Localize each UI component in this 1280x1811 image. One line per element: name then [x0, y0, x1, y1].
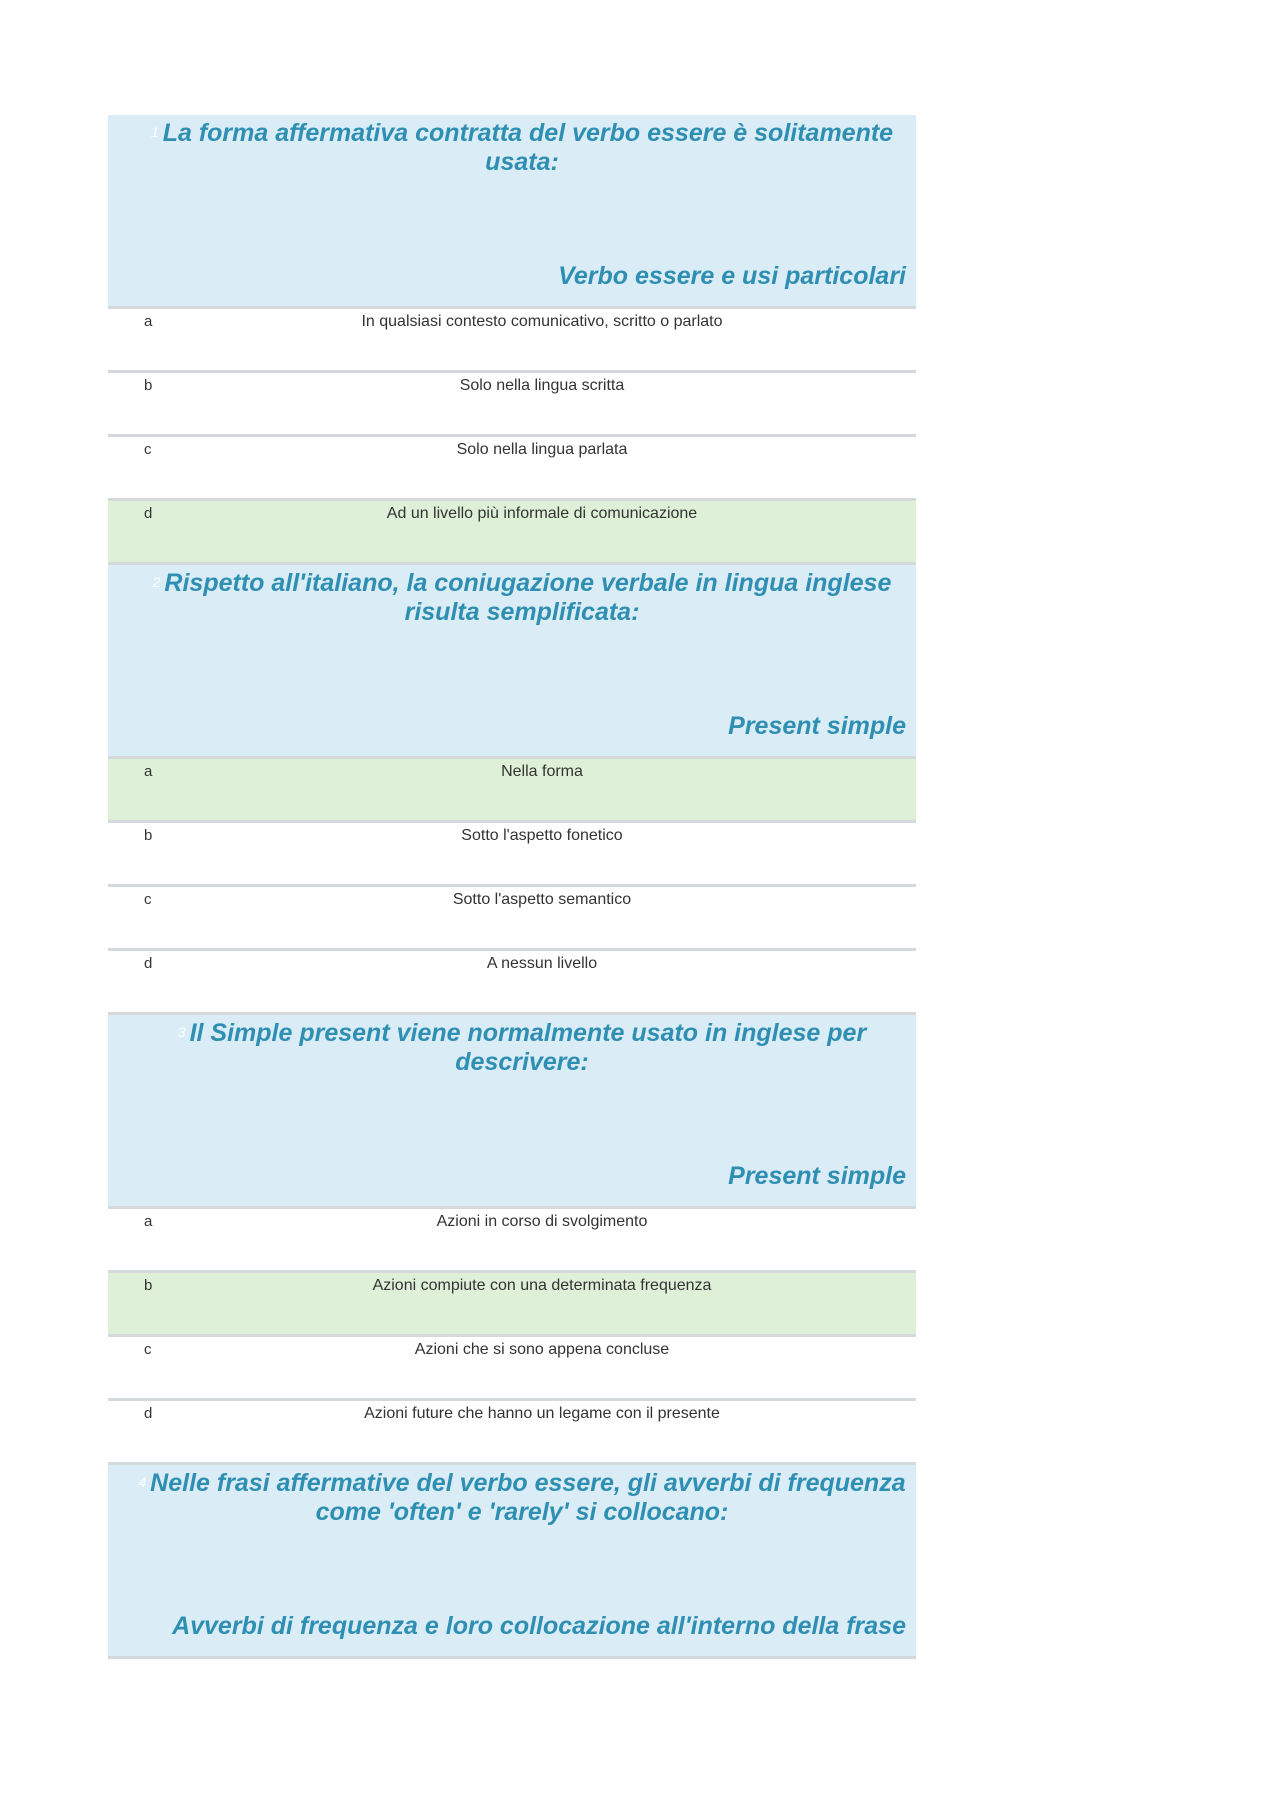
option-letter: d: [144, 505, 153, 522]
answer-option-correct: [108, 759, 916, 823]
question-topic: Present simple: [728, 1162, 906, 1190]
option-text: Ad un livello più informale di comunicazione: [386, 505, 698, 522]
question-number: 3: [177, 1024, 186, 1040]
question-header: [108, 565, 916, 759]
option-letter: a: [144, 763, 153, 780]
answer-option: [108, 1209, 916, 1273]
question-number: 4: [138, 1474, 147, 1490]
option-letter: c: [144, 1341, 152, 1358]
option-text: Azioni future che hanno un legame con il presente: [364, 1405, 720, 1422]
question-text: Nelle frasi affermative del verbo essere, gli avverbi di frequenza come 'often' e 'rarely' si collocano:: [150, 1469, 906, 1526]
answer-option: [108, 309, 916, 373]
option-text: Solo nella lingua scritta: [459, 377, 625, 394]
question-text-block: [138, 1468, 906, 1527]
question-topic: Verbo essere e usi particolari: [558, 262, 906, 290]
question-text: Rispetto all'italiano, la coniugazione verbale in lingua inglese risulta semplificata:: [164, 569, 892, 626]
answer-option: [108, 951, 916, 1015]
answer-option-correct: [108, 501, 916, 565]
option-text: Sotto l'aspetto semantico: [452, 891, 632, 908]
answer-option: [108, 1401, 916, 1465]
option-text: In qualsiasi contesto comunicativo, scritto o parlato: [361, 313, 723, 330]
option-letter: d: [144, 1405, 153, 1422]
answer-option: [108, 373, 916, 437]
quiz-container: [108, 115, 916, 1659]
question-header: [108, 1015, 916, 1209]
question-header: [108, 115, 916, 309]
question-text-block: [138, 568, 906, 627]
option-text: Nella forma: [501, 763, 583, 780]
question-text: Il Simple present viene normalmente usato in inglese per descrivere:: [189, 1019, 867, 1076]
question-header: [108, 1465, 916, 1659]
answer-option: [108, 887, 916, 951]
option-text: Azioni in corso di svolgimento: [436, 1213, 648, 1230]
question-text-block: [138, 1018, 906, 1077]
answer-option: [108, 437, 916, 501]
question-topic: Present simple: [728, 712, 906, 740]
option-letter: c: [144, 891, 152, 908]
question-number: 2: [152, 574, 161, 590]
answer-option: [108, 823, 916, 887]
question-topic: Avverbi di frequenza e loro collocazione all'interno della frase: [172, 1612, 906, 1640]
option-letter: b: [144, 1277, 153, 1294]
option-text: Azioni che si sono appena concluse: [414, 1341, 670, 1358]
option-letter: b: [144, 377, 153, 394]
option-letter: c: [144, 441, 152, 458]
question-number: 1: [150, 124, 159, 140]
option-text: A nessun livello: [486, 955, 598, 972]
answer-option: [108, 1337, 916, 1401]
option-text: Sotto l'aspetto fonetico: [461, 827, 623, 844]
question-text-block: [138, 118, 906, 177]
option-letter: a: [144, 1213, 153, 1230]
option-text: Solo nella lingua parlata: [456, 441, 628, 458]
answer-option-correct: [108, 1273, 916, 1337]
option-letter: b: [144, 827, 153, 844]
option-letter: d: [144, 955, 153, 972]
option-text: Azioni compiute con una determinata frequenza: [372, 1277, 712, 1294]
option-letter: a: [144, 313, 153, 330]
question-text: La forma affermativa contratta del verbo essere è solitamente usata:: [162, 119, 894, 176]
